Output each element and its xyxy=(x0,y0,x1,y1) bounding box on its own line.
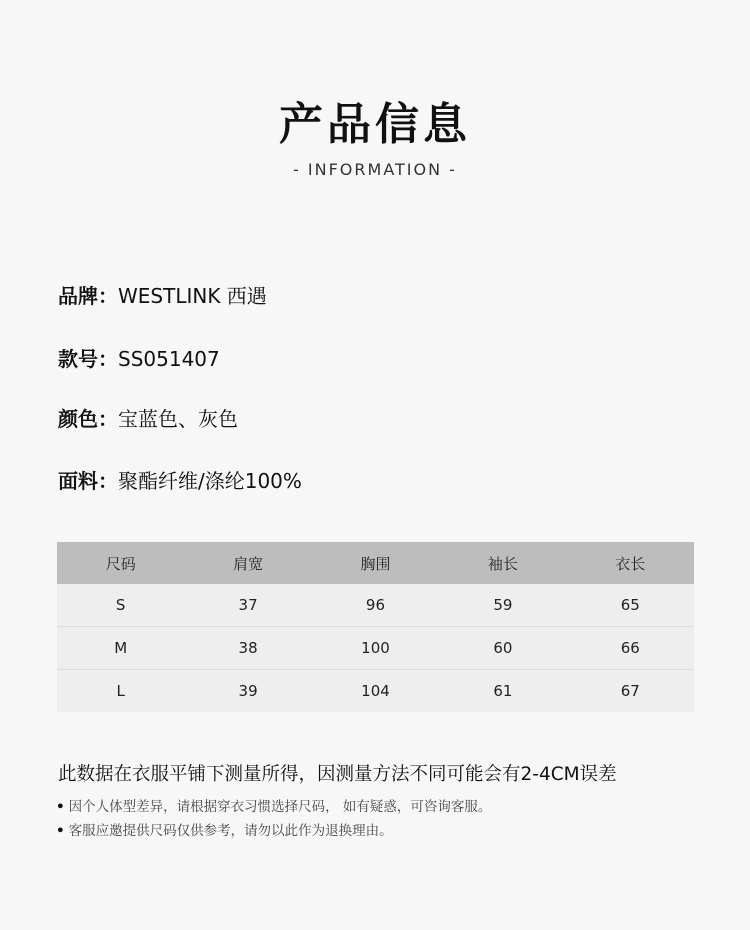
table-cell: 67 xyxy=(567,670,694,713)
table-cell: 37 xyxy=(184,584,311,627)
note-item-text: 因个人体型差异，请根据穿衣习惯选择尺码， 如有疑惑，可咨询客服。 xyxy=(68,799,492,815)
size-table xyxy=(57,542,694,712)
table-header-cell: 尺码 xyxy=(57,542,184,584)
info-style-number xyxy=(58,343,220,372)
table-cell: S xyxy=(57,584,184,627)
bullet-icon: • xyxy=(56,823,65,839)
info-color-value: 宝蓝色、灰色 xyxy=(118,407,238,431)
note-item xyxy=(56,795,491,815)
table-cell: 100 xyxy=(312,627,439,670)
table-header-cell: 肩宽 xyxy=(184,542,311,584)
info-brand xyxy=(58,280,267,309)
table-row xyxy=(57,584,694,627)
page-subtitle: - INFORMATION - xyxy=(293,160,457,179)
table-header-row xyxy=(57,542,694,584)
table-header-cell: 胸围 xyxy=(312,542,439,584)
table-cell: 59 xyxy=(439,584,566,627)
info-fabric-label: 面料： xyxy=(58,469,118,493)
info-color xyxy=(58,403,238,432)
table-cell: 96 xyxy=(312,584,439,627)
note-item-text: 客服应邀提供尺码仅供参考，请勿以此作为退换理由。 xyxy=(68,823,393,839)
table-row xyxy=(57,627,694,670)
info-color-label: 颜色： xyxy=(58,407,118,431)
page-title: 产品信息 xyxy=(279,99,471,150)
table-cell: 104 xyxy=(312,670,439,713)
info-fabric xyxy=(58,465,302,494)
note-item xyxy=(56,819,393,839)
bullet-icon: • xyxy=(56,799,65,815)
info-brand-value: WESTLINK 西遇 xyxy=(118,284,267,308)
table-cell: 66 xyxy=(567,627,694,670)
table-cell: 61 xyxy=(439,670,566,713)
table-header-cell: 袖长 xyxy=(439,542,566,584)
table-header-cell: 衣长 xyxy=(567,542,694,584)
table-cell: 65 xyxy=(567,584,694,627)
info-fabric-value: 聚酯纤维/涤纶100% xyxy=(118,469,302,493)
table-cell: M xyxy=(57,627,184,670)
table-cell: 60 xyxy=(439,627,566,670)
table-cell: 39 xyxy=(184,670,311,713)
table-cell: 38 xyxy=(184,627,311,670)
table-row xyxy=(57,670,694,713)
info-style-number-value: SS051407 xyxy=(118,347,220,371)
measurement-note: 此数据在衣服平铺下测量所得，因测量方法不同可能会有2-4CM误差 xyxy=(58,764,617,785)
info-brand-label: 品牌： xyxy=(58,284,118,308)
table-cell: L xyxy=(57,670,184,713)
info-style-number-label: 款号： xyxy=(58,347,118,371)
